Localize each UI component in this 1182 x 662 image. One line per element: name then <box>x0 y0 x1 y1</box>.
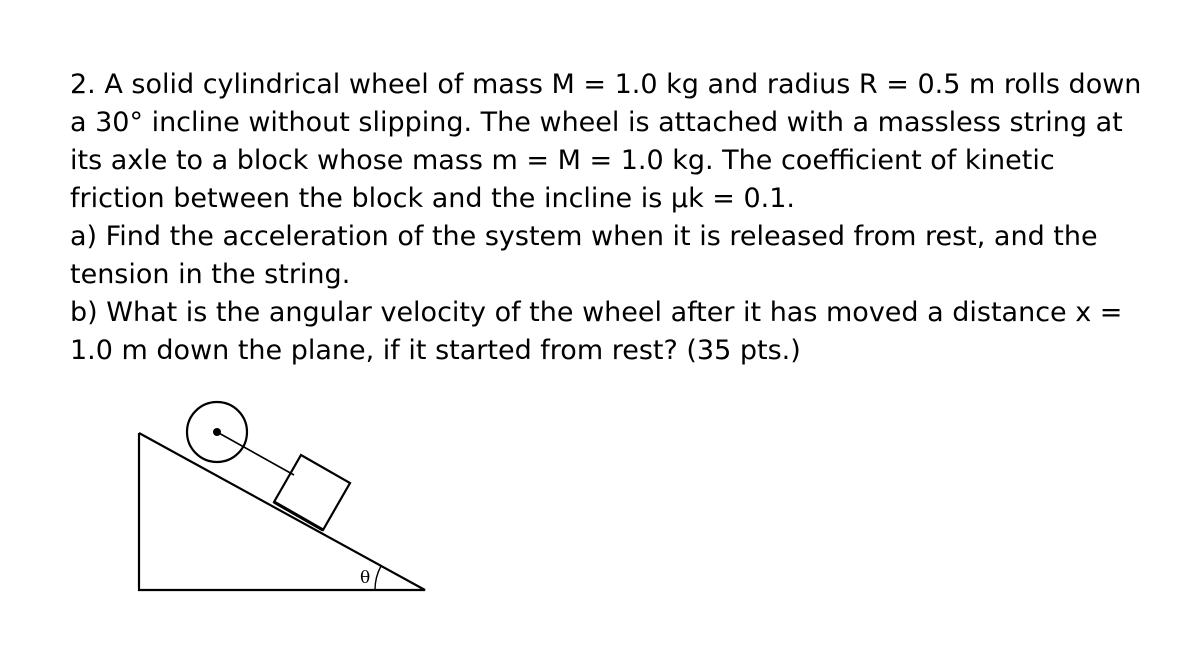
problem-line-4: friction between the block and the incline is μk = 0.1. <box>70 183 796 214</box>
angle-label: θ <box>360 568 371 588</box>
part-a-line-1: a) Find the acceleration of the system when it is released from rest, and the <box>70 221 1098 252</box>
block <box>274 455 350 530</box>
incline-diagram-svg <box>133 395 433 600</box>
string <box>217 432 294 475</box>
incline-triangle <box>139 433 425 590</box>
part-b-line-1: b) What is the angular velocity of the wheel after it has moved a distance x = <box>70 297 1123 328</box>
problem-line-1: 2. A solid cylindrical wheel of mass M = 1.0 kg and radius R = 0.5 m rolls down <box>70 69 1142 100</box>
block-contact-edge <box>274 502 323 530</box>
problem-line-3: its axle to a block whose mass m = M = 1.0 kg. The coefficient of kinetic <box>70 145 1055 176</box>
part-b-line-2: 1.0 m down the plane, if it started from rest? (35 pts.) <box>70 335 801 366</box>
problem-statement <box>70 66 1160 370</box>
incline-diagram <box>133 395 433 600</box>
problem-line-2: a 30° incline without slipping. The wheel is attached with a massless string at <box>70 107 1123 138</box>
part-a-line-2: tension in the string. <box>70 259 351 290</box>
angle-arc <box>375 566 381 590</box>
